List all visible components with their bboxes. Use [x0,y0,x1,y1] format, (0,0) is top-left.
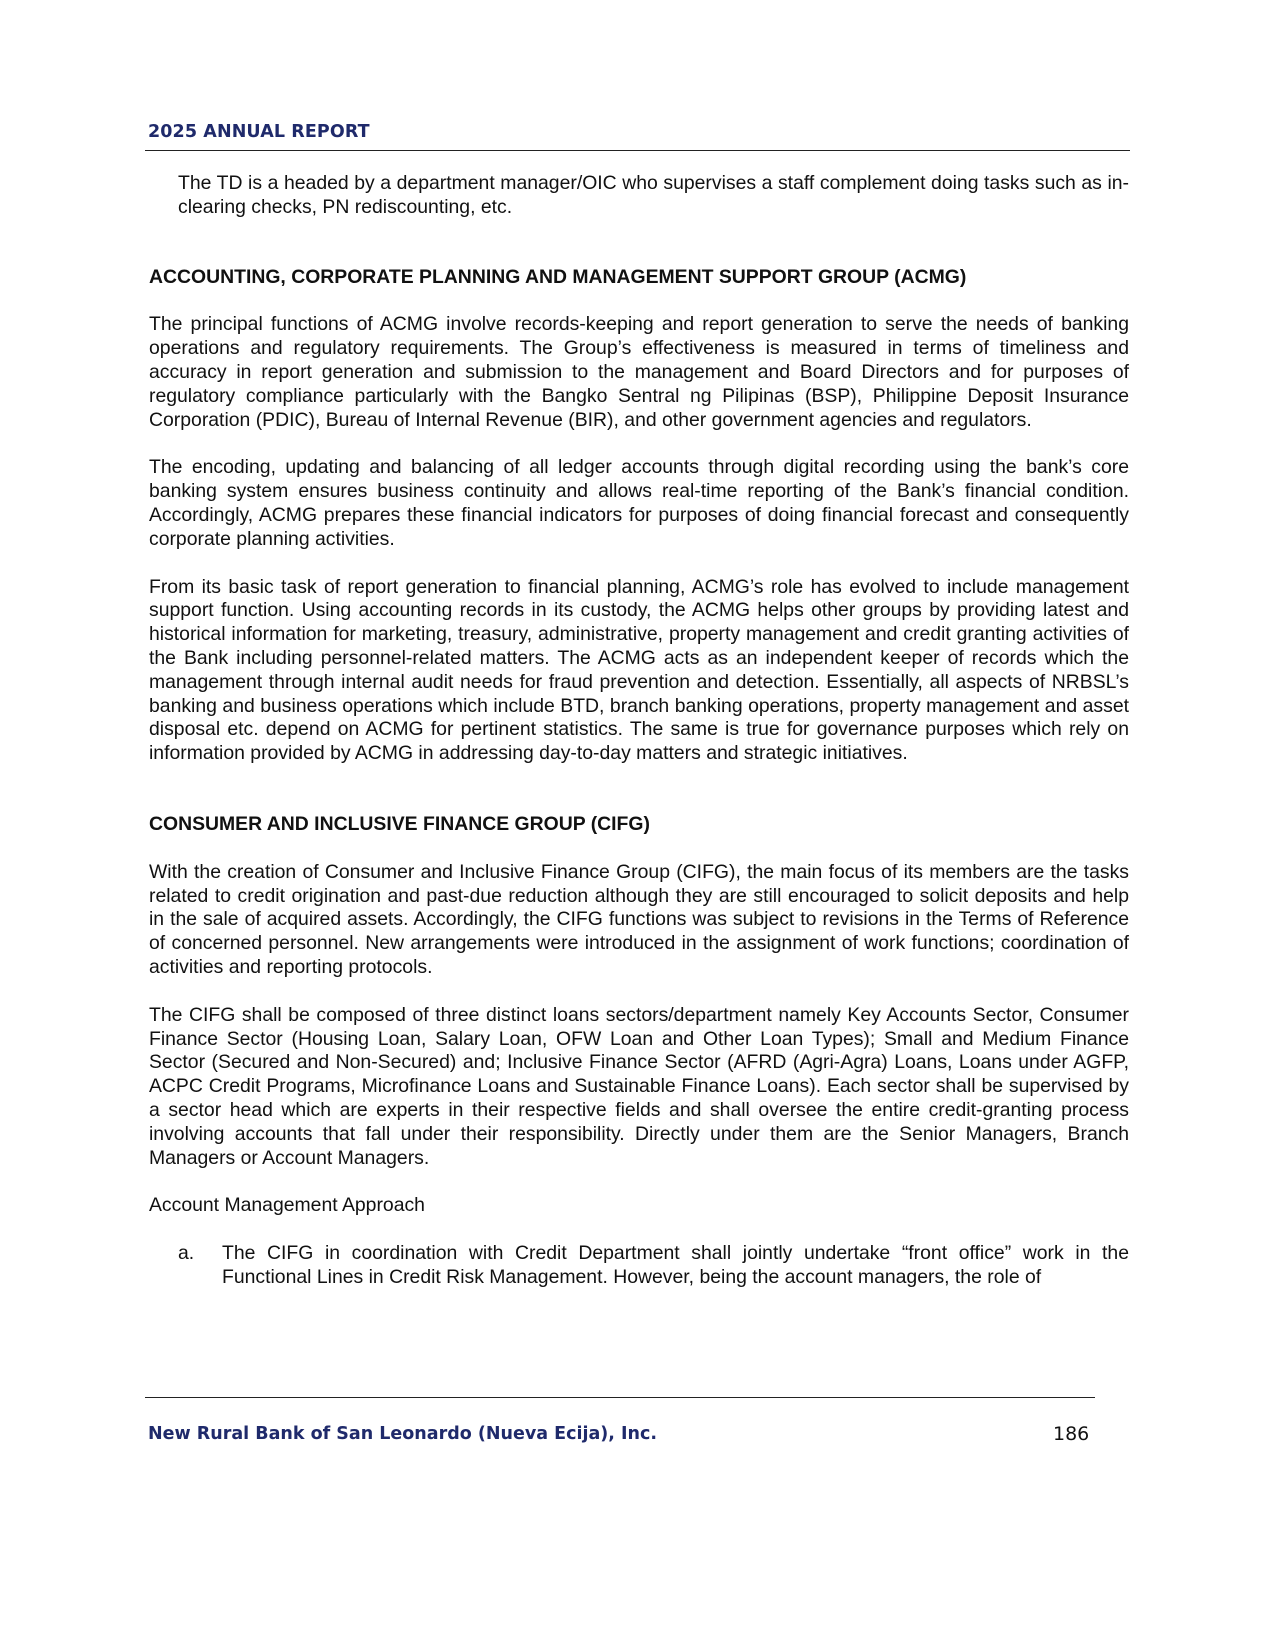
cifg-paragraph-2: The CIFG shall be composed of three distinct loans sectors/department namely Key Accounts Sector, Consumer Finance Sector (Housing Loan, Salary Loan, OFW Loan and Other Loan Types); Small and Medium Finance Sector (Secured and Non-Secured) and; Inclusive Finance Sector (AFRD (Agri-Agra) Loans, Loans under AGFP, ACPC Credit Programs, Microfinance Loans and Sustainable Finance Loans). Each sector shall be supervised by a sector head which are experts in their respective fields and shall oversee the entire credit-granting process involving accounts that fall under their responsibility. Directly under them are the Senior Managers, Branch Managers or Account Managers. [149,1003,1129,1169]
cifg-heading: CONSUMER AND INCLUSIVE FINANCE GROUP (CIFG) [149,812,650,835]
td-paragraph: The TD is a headed by a department manager/OIC who supervises a staff complement doing tasks such as in-clearing checks, PN rediscounting, etc. [178,172,1129,218]
acmg-paragraph-3: From its basic task of report generation to financial planning, ACMG’s role has evolved to include management support function. Using accounting records in its custody, the ACMG helps other groups by providing latest and historical information for marketing, treasury, administrative, property management and credit granting activities of the Bank including personnel-related matters. The ACMG acts as an independent keeper of records which the management through internal audit needs for fraud prevention and detection. Essentially, all aspects of NRBSL’s banking and business operations which include BTD, branch banking operations, property management and asset disposal etc. depend on ACMG for pertinent statistics. The same is true for governance purposes which rely on information provided by ACMG in addressing day-to-day matters and strategic initiatives. [149,575,1129,765]
account-management-subheading: Account Management Approach [149,1194,425,1217]
acmg-paragraph-2: The encoding, updating and balancing of all ledger accounts through digital recording using the bank’s core banking system ensures business continuity and allows real-time reporting of the Bank’s financial condition. Accordingly, ACMG prepares these financial indicators for purposes of doing financial forecast and consequently corporate planning activities. [149,456,1129,550]
list-item [149,1242,1129,1290]
cifg-paragraph-1: With the creation of Consumer and Inclusive Finance Group (CIFG), the main focus of its members are the tasks related to credit origination and past-due reduction although they are still encouraged to solicit deposits and help in the sale of acquired assets. Accordingly, the CIFG functions was subject to revisions in the Terms of Reference of concerned personnel. New arrangements were introduced in the assignment of work functions; coordination of activities and reporting protocols. [149,860,1129,978]
list-item-text: The CIFG in coordination with Credit Department shall jointly undertake “front office” work in the Functional Lines in Credit Risk Management. However, being the account managers, the role of [222,1242,1129,1288]
footer-bank-name: New Rural Bank of San Leonardo (Nueva Ecija), Inc. [148,1424,657,1444]
report-header-title: 2025 ANNUAL REPORT [148,122,370,142]
page-content [149,172,1129,1290]
header-divider [145,150,1130,151]
acmg-paragraph-1: The principal functions of ACMG involve records-keeping and report generation to serve the needs of banking operations and regulatory requirements. The Group’s effectiveness is measured in terms of timeliness and accuracy in report generation and submission to the management and Board Directors and for purposes of regulatory compliance particularly with the Bangko Sentral ng Pilipinas (BSP), Philippine Deposit Insurance Corporation (PDIC), Bureau of Internal Revenue (BIR), and other government agencies and regulators. [149,313,1129,431]
acmg-heading: ACCOUNTING, CORPORATE PLANNING AND MANAGEMENT SUPPORT GROUP (ACMG) [149,265,967,288]
page-number: 186 [1053,1423,1090,1445]
list-marker: a. [178,1242,195,1265]
footer-divider [145,1397,1095,1398]
